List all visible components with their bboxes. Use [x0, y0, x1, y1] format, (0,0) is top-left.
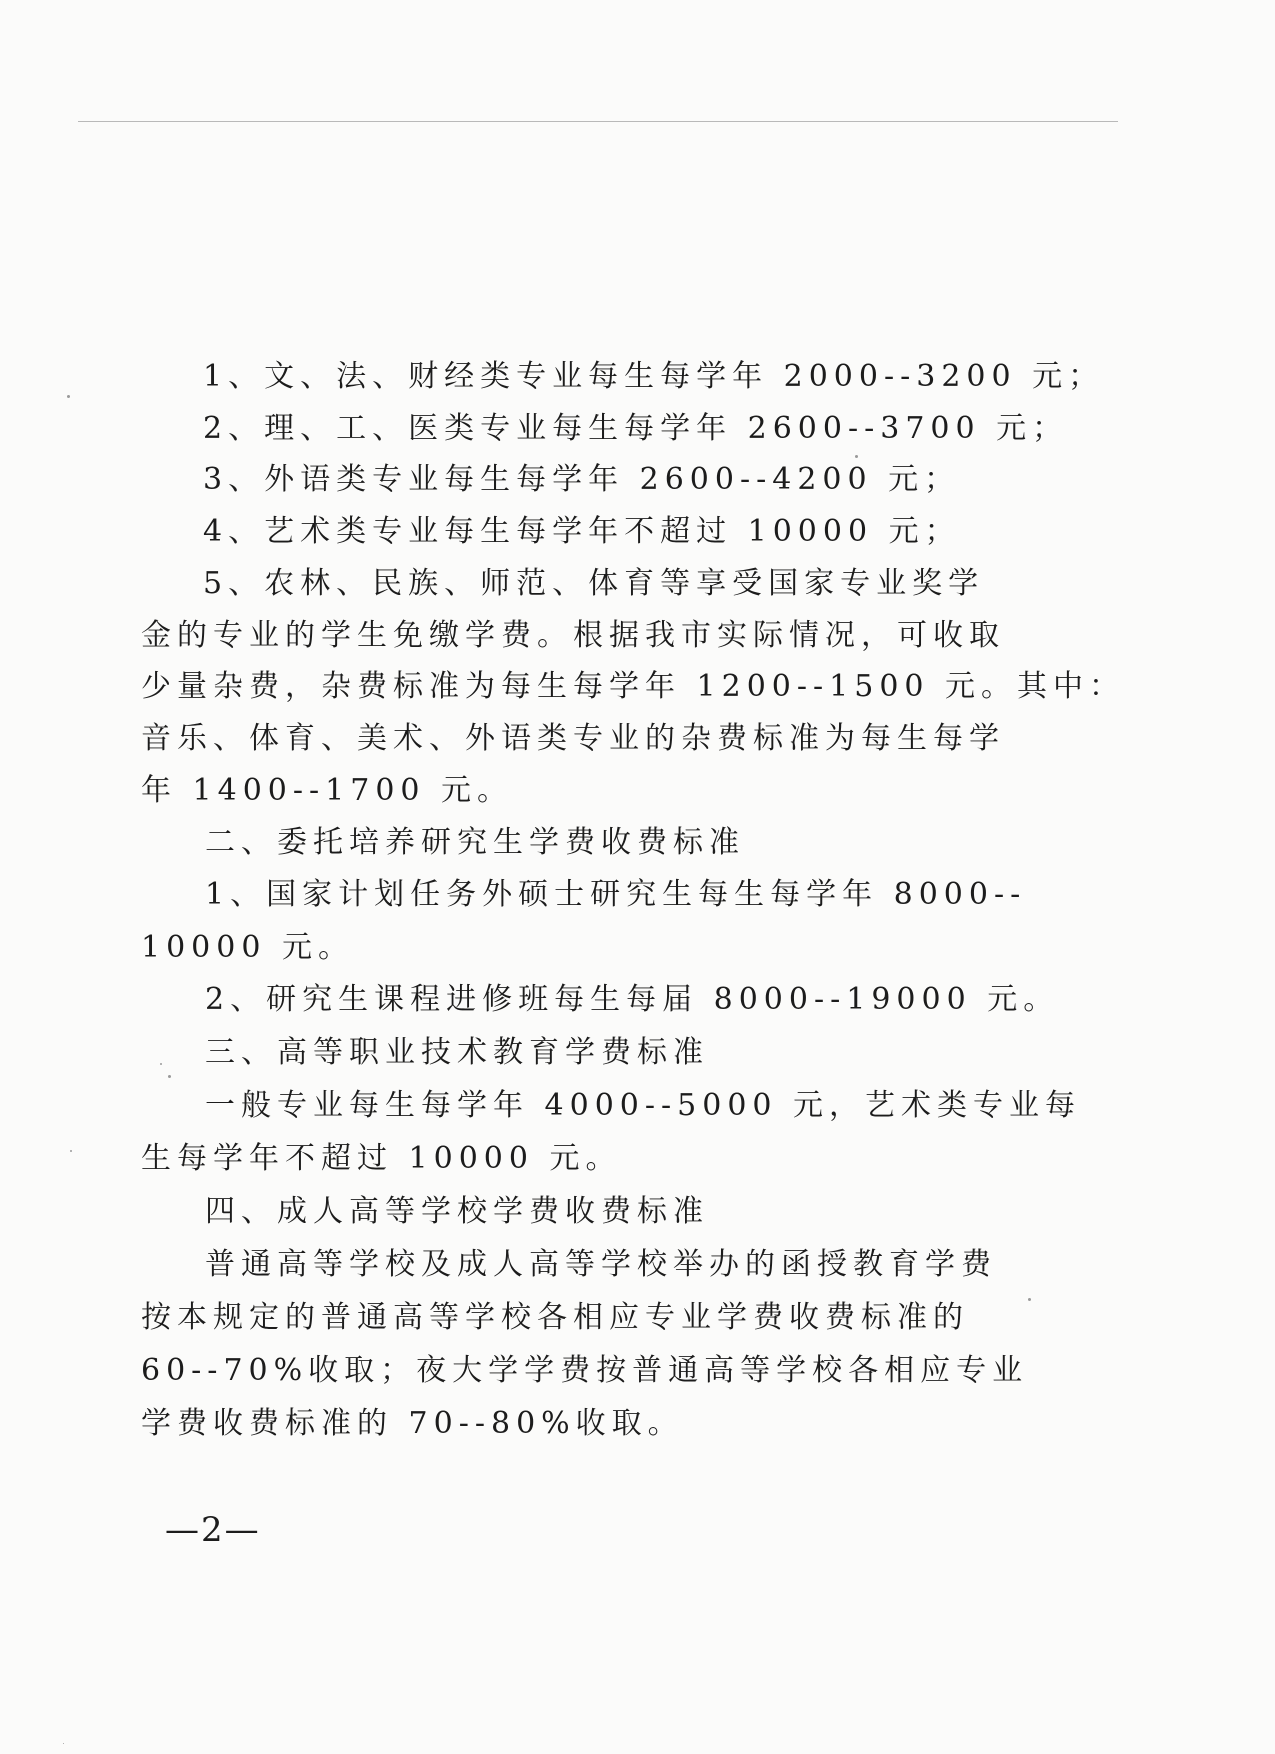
scan-speck — [63, 1743, 64, 1744]
scan-speck — [168, 1075, 171, 1078]
section-3-heading: 三、高等职业技术教育学费标准 — [205, 1035, 709, 1070]
section-4-line-2: 按本规定的普通高等学校各相应专业学费收费标准的 — [141, 1300, 969, 1335]
item-1-line: 1、文、法、财经类专业每生每学年 2000--3200 元； — [203, 359, 1105, 394]
item-5-line-2: 金的专业的学生免缴学费。根据我市实际情况，可收取 — [141, 618, 1005, 653]
page-number: —2— — [165, 1510, 261, 1550]
section-4-line-4: 学费收费标准的 70--80%收取。 — [141, 1406, 684, 1441]
item-5-line-1: 5、农林、民族、师范、体育等享受国家专业奖学 — [203, 566, 985, 601]
section-3-line-2: 生每学年不超过 10000 元。 — [141, 1141, 622, 1176]
section-4-line-1: 普通高等学校及成人高等学校举办的函授教育学费 — [205, 1247, 997, 1282]
header-rule — [78, 121, 1118, 122]
item-4-line: 4、艺术类专业每生每学年不超过 10000 元； — [203, 514, 961, 549]
item-2-line: 2、理、工、医类专业每生每学年 2600--3700 元； — [203, 411, 1069, 446]
item-5-line-5: 年 1400--1700 元。 — [141, 773, 514, 808]
scan-speck — [160, 1063, 162, 1065]
section-4-heading: 四、成人高等学校学费收费标准 — [205, 1194, 709, 1229]
scan-speck — [70, 1150, 72, 1152]
section-2-item-1-line-1: 1、国家计划任务外硕士研究生每生每学年 8000-- — [205, 877, 1027, 912]
item-5-line-3: 少量杂费，杂费标准为每生每学年 1200--1500 元。其中： — [141, 669, 1126, 704]
section-2-item-2: 2、研究生课程进修班每生每届 8000--19000 元。 — [205, 982, 1060, 1017]
section-3-line-1: 一般专业每生每学年 4000--5000 元，艺术类专业每 — [205, 1088, 1082, 1123]
scan-speck — [855, 455, 858, 458]
item-3-line: 3、外语类专业每生每学年 2600--4200 元； — [203, 462, 961, 497]
section-2-item-1-line-2: 10000 元。 — [141, 930, 354, 965]
section-2-heading: 二、委托培养研究生学费收费标准 — [205, 825, 745, 860]
scan-speck — [1028, 1298, 1031, 1301]
scan-speck — [67, 395, 70, 398]
item-5-line-4: 音乐、体育、美术、外语类专业的杂费标准为每生每学 — [141, 721, 1005, 756]
section-4-line-3: 60--70%收取；夜大学学费按普通高等学校各相应专业 — [141, 1353, 1029, 1388]
